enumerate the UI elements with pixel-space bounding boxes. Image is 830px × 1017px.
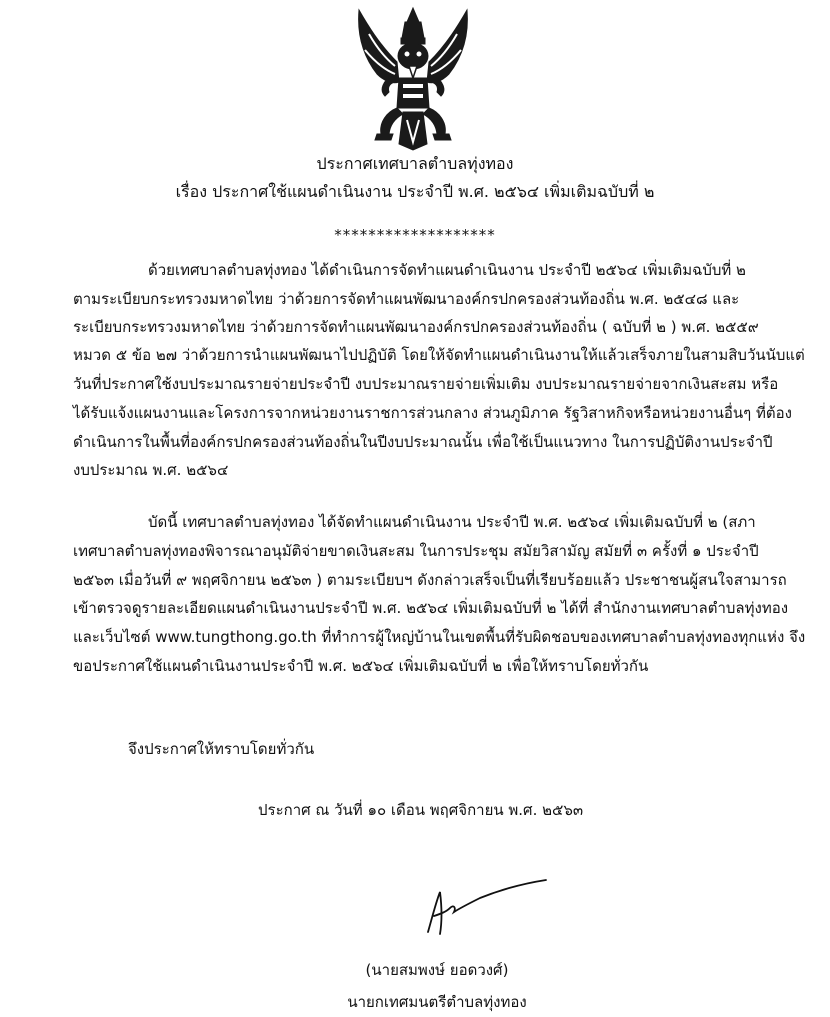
paragraph-line: ตามระเบียบกระทรวงมหาดไทย ว่าด้วยการจัดทำแผนพัฒนาองค์กรปกครองส่วนท้องถิ่น พ.ศ. ๒๕๔๘ และ (73, 290, 740, 308)
paragraph-line: ได้รับแจ้งแผนงานและโครงการจากหน่วยงานราชการส่วนกลาง ส่วนภูมิภาค รัฐวิสาหกิจหรือหน่วยงานอื่นๆ ที่ต้อง (73, 404, 792, 422)
signature-icon (420, 878, 550, 938)
paragraph-line: เข้าตรวจดูรายละเอียดแผนดำเนินงานประจำปี พ.ศ. ๒๕๖๔ เพิ่มเติมฉบับที่ ๒ ได้ที่ สำนักงานเทศบาลตำบลทุ่งทอง (73, 599, 789, 617)
paragraph-line: บัดนี้ เทศบาลตำบลทุ่งทอง ได้จัดทำแผนดำเนินงาน ประจำปี พ.ศ. ๒๕๖๔ เพิ่มเติมฉบับที่ ๒ (สภา (148, 513, 756, 531)
separator: ******************* (334, 226, 496, 244)
paragraph-line: และเว็บไซต์ www.tungthong.go.th ที่ทำการผู้ใหญ่บ้านในเขตพื้นที่รับผิดชอบของเทศบาลตำบลทุ่งทองทุกแห่ง จึง (73, 628, 806, 646)
paragraph-line: ดำเนินการในพื้นที่องค์กรปกครองส่วนท้องถิ่นในปีงบประมาณนั้น เพื่อใช้เป็นแนวทาง ในการปฏิบัติงานประจำปี (73, 433, 773, 451)
signer-name: (นายสมพงษ์ ยอดวงศ์) (365, 961, 509, 979)
paragraph-line: วันที่ประกาศใช้งบประมาณรายจ่ายประจำปี งบประมาณรายจ่ายเพิ่มเติม งบประมาณรายจ่ายจากเงินสะสม หรือ (73, 375, 779, 393)
paragraph-line: ด้วยเทศบาลตำบลทุ่งทอง ได้ดำเนินการจัดทำแผนดำเนินงาน ประจำปี ๒๕๖๔ เพิ่มเติมฉบับที่ ๒ (148, 261, 746, 279)
closing-statement: จึงประกาศให้ทราบโดยทั่วกัน (128, 740, 315, 758)
paragraph-line: ระเบียบกระทรวงมหาดไทย ว่าด้วยการจัดทำแผนพัฒนาองค์กรปกครองส่วนท้องถิ่น ( ฉบับที่ ๒ ) พ.ศ. ๒๕๕๙ (73, 318, 759, 336)
paragraph-line: เทศบาลตำบลทุ่งทองพิจารณาอนุมัติจ่ายขาดเงินสะสม ในการประชุม สมัยวิสามัญ สมัยที่ ๓ ครั้งที่ ๑ ประจำปี (73, 542, 759, 560)
paragraph-line: งบประมาณ พ.ศ. ๒๕๖๔ (73, 461, 229, 479)
paragraph-line: ๒๕๖๓ เมื่อวันที่ ๙ พฤศจิกายน ๒๕๖๓ ) ตามระเบียบฯ ดังกล่าวเสร็จเป็นที่เรียบร้อยแล้ว ประชาชนผู้สนใจสามารถ (73, 571, 787, 589)
paragraph-line: หมวด ๕ ข้อ ๒๗ ว่าด้วยการนำแผนพัฒนาไปปฏิบัติ โดยให้จัดทำแผนดำเนินงานให้แล้วเสร็จภายในสามสิบวันนับแต่ (73, 346, 805, 364)
announcement-date: ประกาศ ณ วันที่ ๑๐ เดือน พฤศจิกายน พ.ศ. ๒๕๖๓ (258, 801, 584, 819)
garuda-emblem-icon (349, 4, 477, 152)
paragraph-line: ขอประกาศใช้แผนดำเนินงานประจำปี พ.ศ. ๒๕๖๔ เพิ่มเติมฉบับที่ ๒ เพื่อให้ทราบโดยทั่วกัน (73, 657, 649, 675)
announcement-subject: เรื่อง ประกาศใช้แผนดำเนินงาน ประจำปี พ.ศ. ๒๕๖๔ เพิ่มเติมฉบับที่ ๒ (175, 182, 655, 201)
signer-position: นายกเทศมนตรีตำบลทุ่งทอง (347, 993, 527, 1011)
announcement-title: ประกาศเทศบาลตำบลทุ่งทอง (316, 154, 514, 173)
